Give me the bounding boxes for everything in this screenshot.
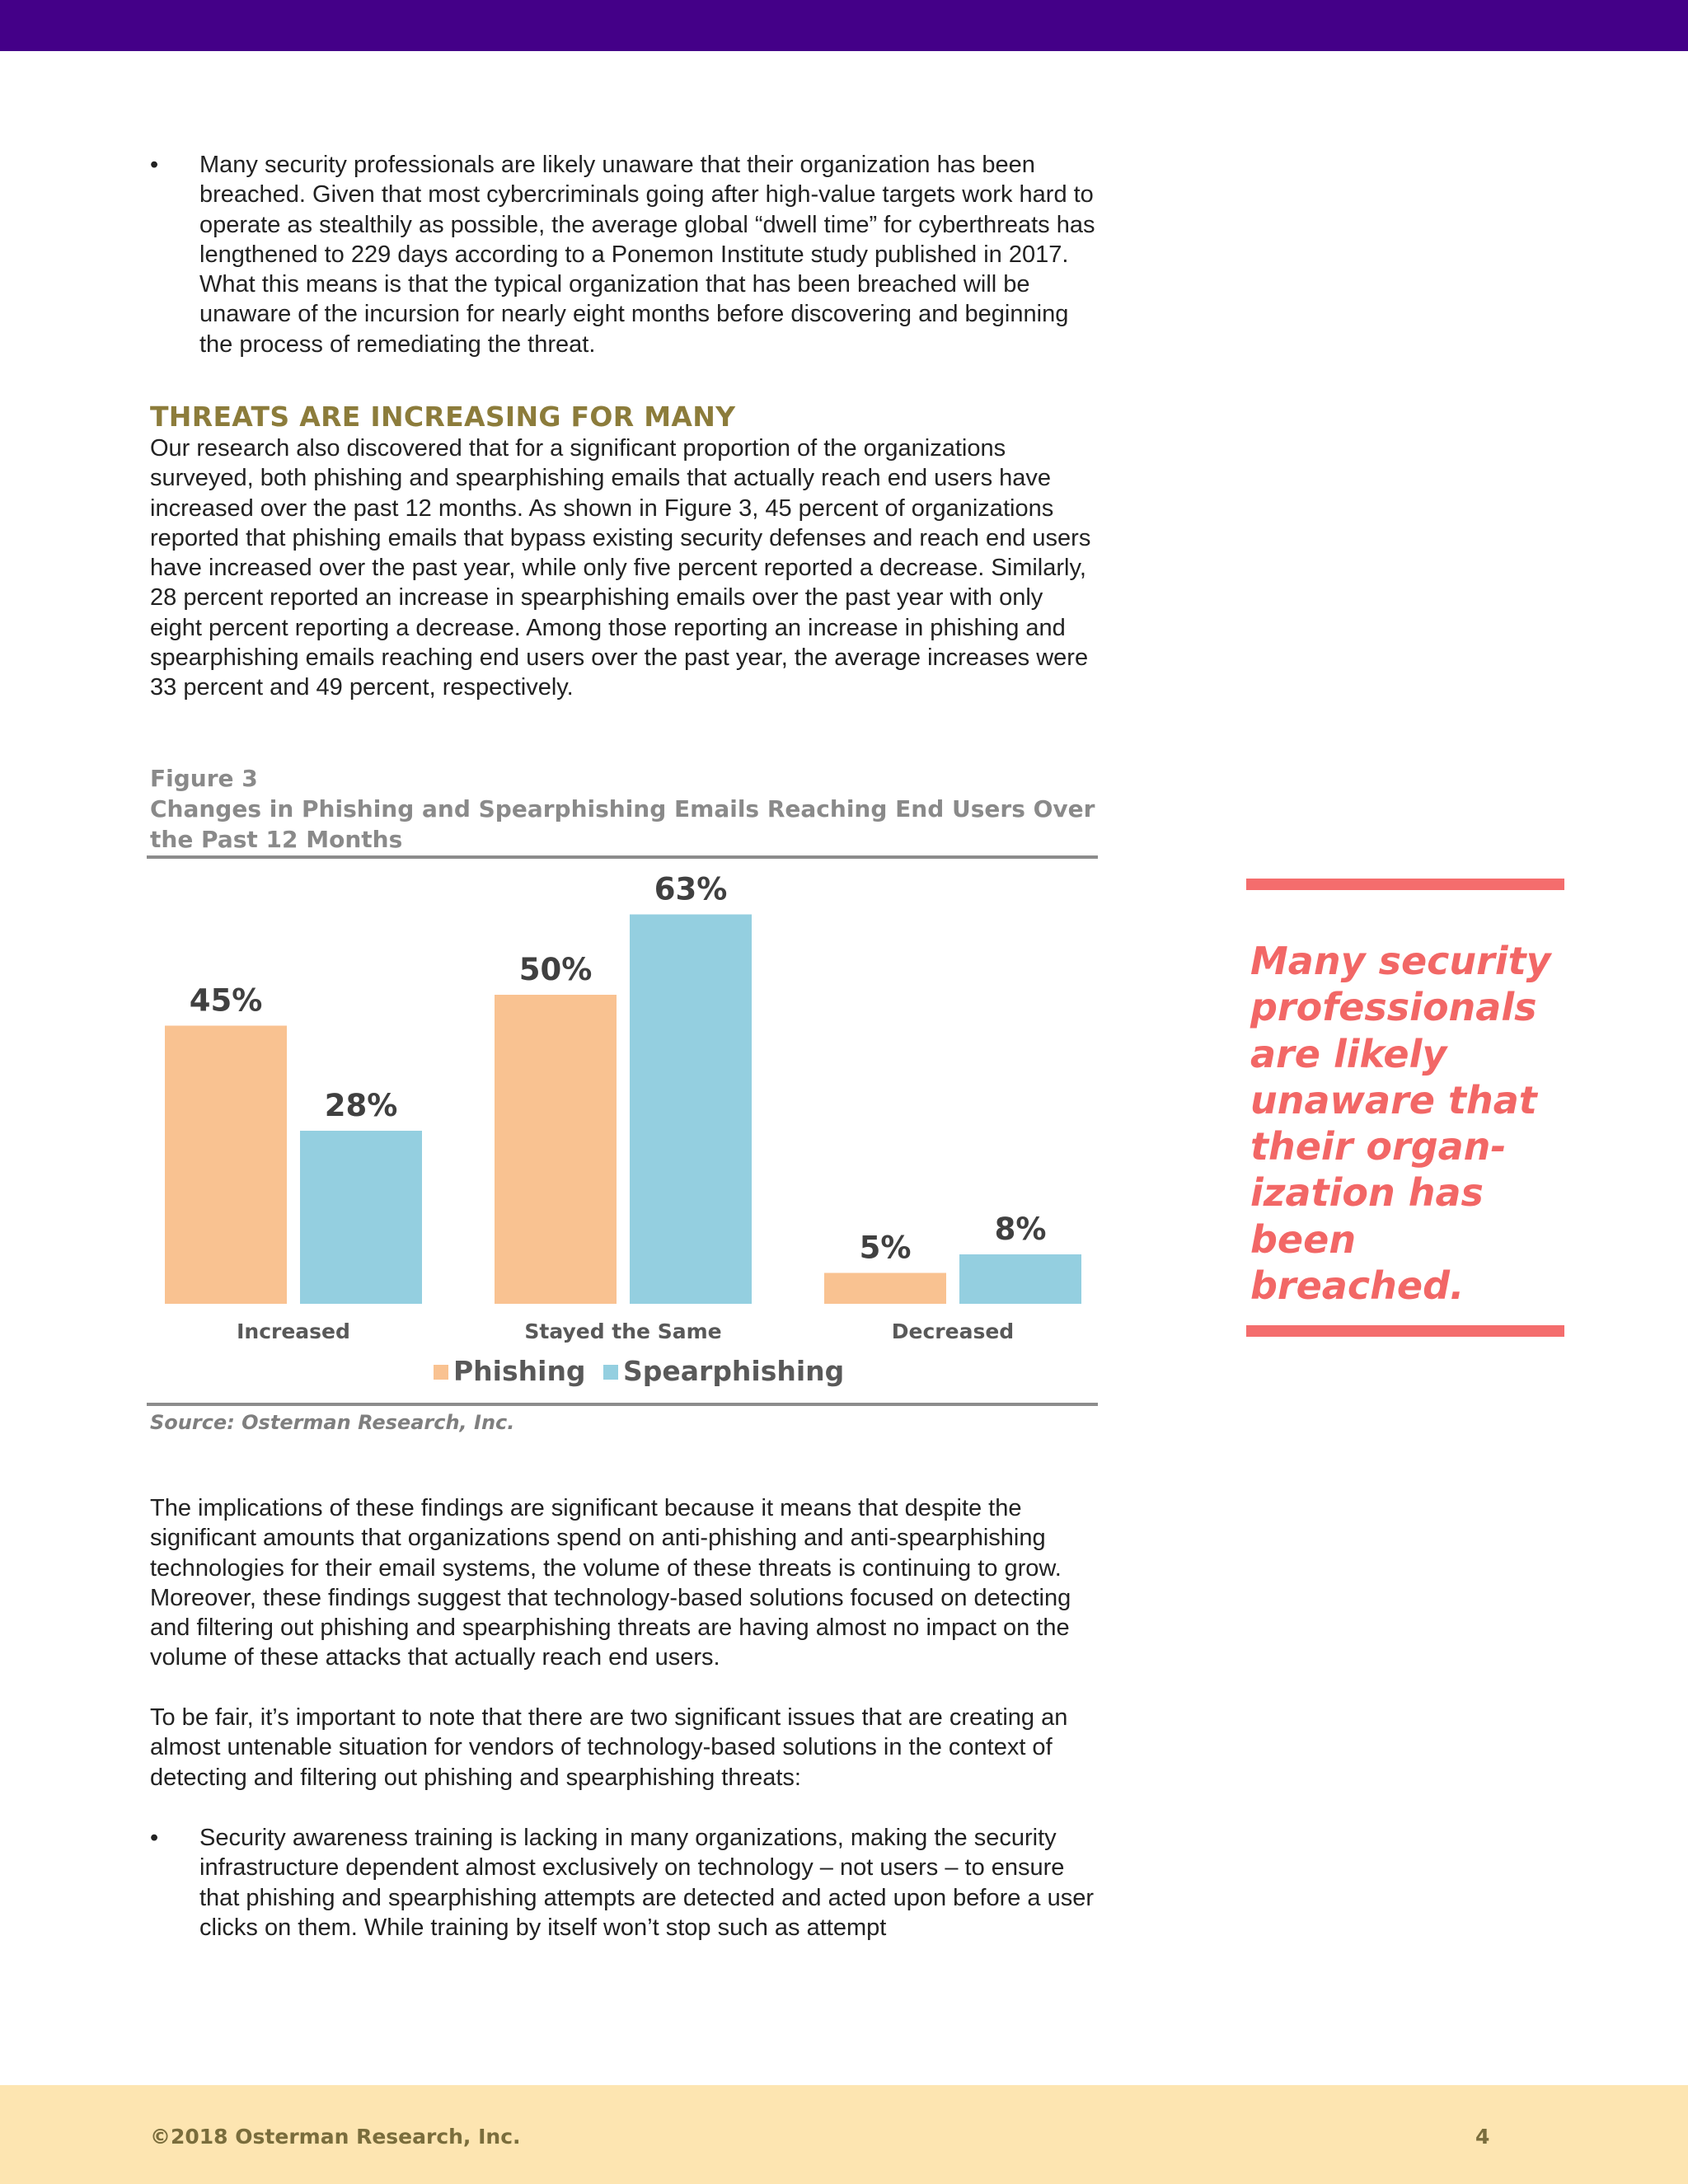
figure-title: Changes in Phishing and Spearphishing Emails Reaching End Users Over the Past 12 Months — [150, 795, 1095, 853]
pull-quote: Many security professionals are likely unaware that their organ-ization has been breached. — [1250, 939, 1551, 1309]
figure-caption — [150, 763, 1098, 855]
data-label: 8% — [994, 1212, 1047, 1247]
legend-label-spearphishing: Spearphishing — [623, 1355, 845, 1387]
legend-label-phishing: Phishing — [453, 1355, 586, 1387]
figure-number: Figure 3 — [150, 765, 258, 792]
legend-swatch-spearphishing — [603, 1365, 618, 1380]
bullet-marker: • — [150, 152, 159, 178]
bar-spearphishing-increased — [300, 1131, 422, 1304]
footer-page-number: 4 — [1475, 2125, 1490, 2149]
figure-top-rule — [147, 855, 1098, 859]
paragraph-to-be-fair: To be fair, it’s important to note that there are two significant issues that are creating an almost untenable situation for vendors of technology-based solutions in the context of detecting and filtering out phishing and spearphishing threats: — [150, 1704, 1068, 1791]
bar-phishing-stayed-the-same — [495, 995, 617, 1304]
bullet-text: Security awareness training is lacking in many organizations, making the security infrastructure dependent almost exclusively on technology – not users – to ensure that phishing and spearphishing attempts are detected and acted upon before a user clicks on them. While training by itself won’t stop such as attempt — [199, 1825, 1095, 1941]
paragraph-implications: The implications of these findings are significant because it means that despite the significant amounts that organizations spend on anti-phishing and anti-spearphishing technologies for their email systems, the volume of these threats is continuing to grow. Moreover, these findings suggest that technology-based solutions focused on detecting and filtering out phishing and spearphishing threats are having almost no impact on the volume of these attacks that actually reach end users. — [150, 1495, 1071, 1671]
data-label: 63% — [654, 871, 728, 907]
category-label: Increased — [237, 1319, 350, 1343]
category-label: Stayed the Same — [524, 1319, 722, 1343]
legend-swatch-phishing — [434, 1365, 448, 1380]
paragraph-research: Our research also discovered that for a significant proportion of the organizations surveyed, both phishing and spearphishing emails that actually reach end users have increased over the past 12 months. As shown in Figure 3, 45 percent of organizations reported that phishing emails that bypass existing security defenses and reach end users have increased over the past year, while only five percent reported a decrease. Similarly, 28 percent reported an increase in spearphishing emails over the past year with only eight percent reporting a decrease. Among those reporting an increase in phishing and spearphishing emails reaching end users over the past year, the average increases were 33 percent and 49 percent, respectively. — [150, 435, 1091, 701]
bullet-text: Many security professionals are likely unaware that their organization has been breached. Given that most cybercriminals going after high-value targets work hard to operate as stealthily as possible, the average global “dwell time” for cyberthreats has lengthened to 229 days according to a Ponemon Institute study published in 2017. What this means is that the typical organization that has been breached will be unaware of the incursion for nearly eight months before discovering and beginning the process of remediating the threat. — [199, 152, 1095, 358]
figure-bottom-rule — [147, 1403, 1098, 1406]
header-bar — [0, 0, 1688, 51]
bullet-marker: • — [150, 1825, 159, 1851]
figure-source: Source: Osterman Research, Inc. — [150, 1411, 515, 1434]
category-label: Decreased — [891, 1319, 1015, 1343]
callout-top-bar — [1246, 879, 1564, 890]
data-label: 50% — [518, 952, 593, 987]
data-label: 5% — [859, 1230, 912, 1266]
bar-chart — [147, 860, 1098, 1401]
section-heading: THREATS ARE INCREASING FOR MANY — [150, 401, 736, 433]
bar-phishing-increased — [165, 1026, 287, 1305]
bar-spearphishing-decreased — [959, 1254, 1081, 1304]
data-label: 28% — [324, 1088, 398, 1123]
bar-phishing-decreased — [824, 1273, 946, 1305]
footer-copyright: ©2018 Osterman Research, Inc. — [150, 2125, 521, 2149]
bar-spearphishing-stayed-the-same — [630, 915, 752, 1305]
callout-bottom-bar — [1246, 1325, 1564, 1337]
data-label: 45% — [189, 982, 263, 1019]
